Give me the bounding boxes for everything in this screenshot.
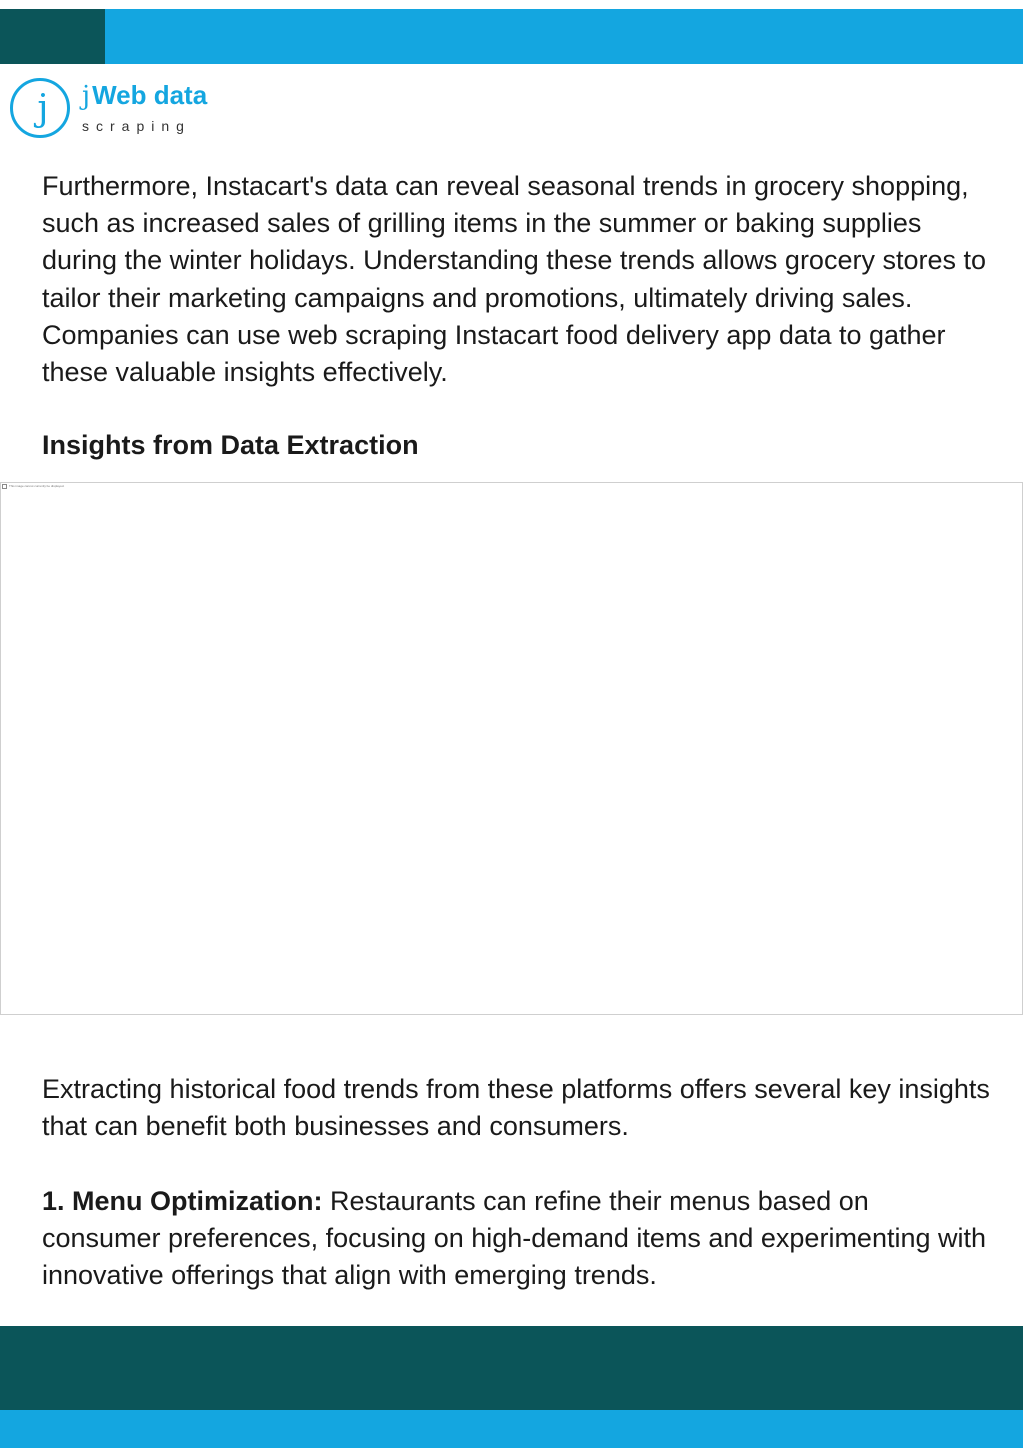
footer-dark-band bbox=[0, 1326, 1023, 1410]
logo-wordmark-letter: j bbox=[82, 81, 91, 111]
logo-letter: j bbox=[37, 88, 49, 129]
logo-name: Web data bbox=[92, 80, 208, 110]
list-item-menu-optimization bbox=[42, 1183, 992, 1295]
body-paragraph-insights-intro: Extracting historical food trends from these platforms offers several key insights that can benefit both businesses and consumers. bbox=[42, 1074, 990, 1142]
header-bar bbox=[0, 9, 1023, 64]
broken-image-icon bbox=[2, 484, 7, 489]
section-heading: Insights from Data Extraction bbox=[42, 430, 419, 460]
list-item-label: 1. Menu Optimization: bbox=[42, 1186, 323, 1216]
logo-tagline: scraping bbox=[82, 118, 191, 134]
body-paragraph-seasonal-trends: Furthermore, Instacart's data can reveal seasonal trends in grocery shopping, such as increased sales of grilling items in the summer or baking supplies during the winter holidays. Understanding these trends allows grocery stores to tailor their marketing campaigns and promotions, ultimately driving sales. Companies can use web scraping Instacart food delivery app data to gather these valuable insights effectively. bbox=[42, 171, 986, 388]
brand-logo bbox=[8, 76, 228, 146]
list-item-text: Restaurants can refine their menus based on consumer preferences, focusing on high-demand items and experimenting with innovative offerings that align with emerging trends. bbox=[42, 1186, 987, 1291]
header-accent-block bbox=[0, 9, 105, 64]
broken-image-placeholder bbox=[0, 482, 1023, 1015]
logo-circle-icon bbox=[10, 78, 70, 138]
logo-wordmark bbox=[82, 80, 207, 111]
footer-blue-band bbox=[0, 1410, 1023, 1448]
image-alt-text: This image cannot currently be displayed. bbox=[9, 484, 65, 488]
